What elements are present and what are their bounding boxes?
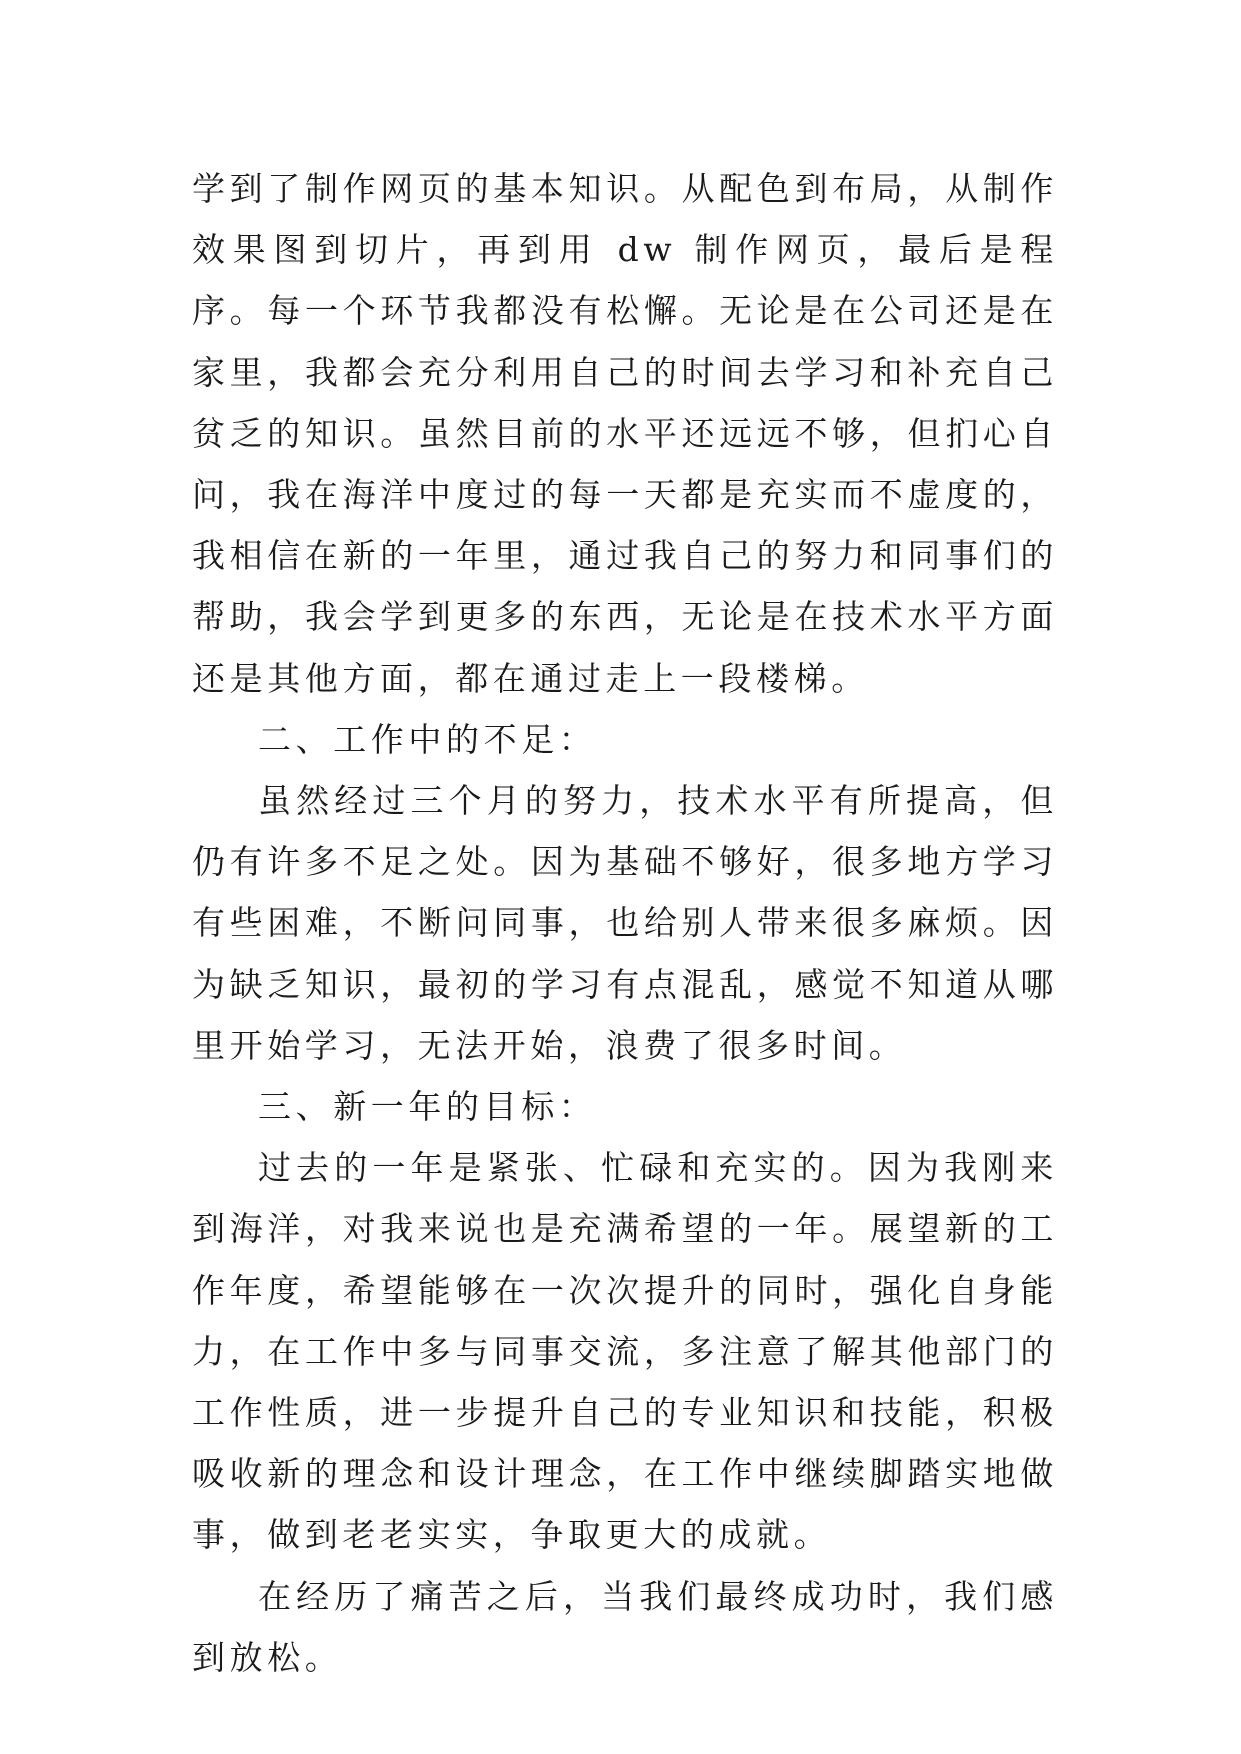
body-paragraph: 虽然经过三个月的努力，技术水平有所提高，但仍有许多不足之处。因为基础不够好，很多地方学习有些困难，不断问同事，也给别人带来很多麻烦。因为缺乏知识，最初的学习有点混乱，感觉不知道从哪里开始学习，无法开始，浪费了很多时间。 bbox=[192, 781, 1058, 1065]
body-paragraph: 学到了制作网页的基本知识。从配色到布局，从制作效果图到切片，再到用 dw 制作网页，最后是程序。每一个环节我都没有松懈。无论是在公司还是在家里，我都会充分利用自己的时间去学习和补充自己贫乏的知识。虽然目前的水平还远远不够，但扪心自问，我在海洋中度过的每一天都是充实而不虚度的，我相信在新的一年里，通过我自己的努力和同事们的帮助，我会学到更多的东西，无论是在技术水平方面还是其他方面，都在通过走上一段楼梯。 bbox=[192, 169, 1058, 698]
section-heading-new-year-goals: 三、新一年的目标： bbox=[258, 1087, 597, 1127]
body-paragraph: 过去的一年是紧张、忙碌和充实的。因为我刚来到海洋，对我来说也是充满希望的一年。展望新的工作年度，希望能够在一次次提升的同时，强化自身能力，在工作中多与同事交流，多注意了解其他部门的工作性质，进一步提升自己的专业知识和技能，积极吸收新的理念和设计理念，在工作中继续脚踏实地做事，做到老老实实，争取更大的成就。 bbox=[192, 1148, 1058, 1555]
section-heading-shortcomings: 二、工作中的不足： bbox=[258, 719, 597, 759]
closing-paragraph: 在经历了痛苦之后，当我们最终成功时，我们感到放松。 bbox=[192, 1576, 1058, 1677]
document-body bbox=[192, 158, 1058, 1688]
